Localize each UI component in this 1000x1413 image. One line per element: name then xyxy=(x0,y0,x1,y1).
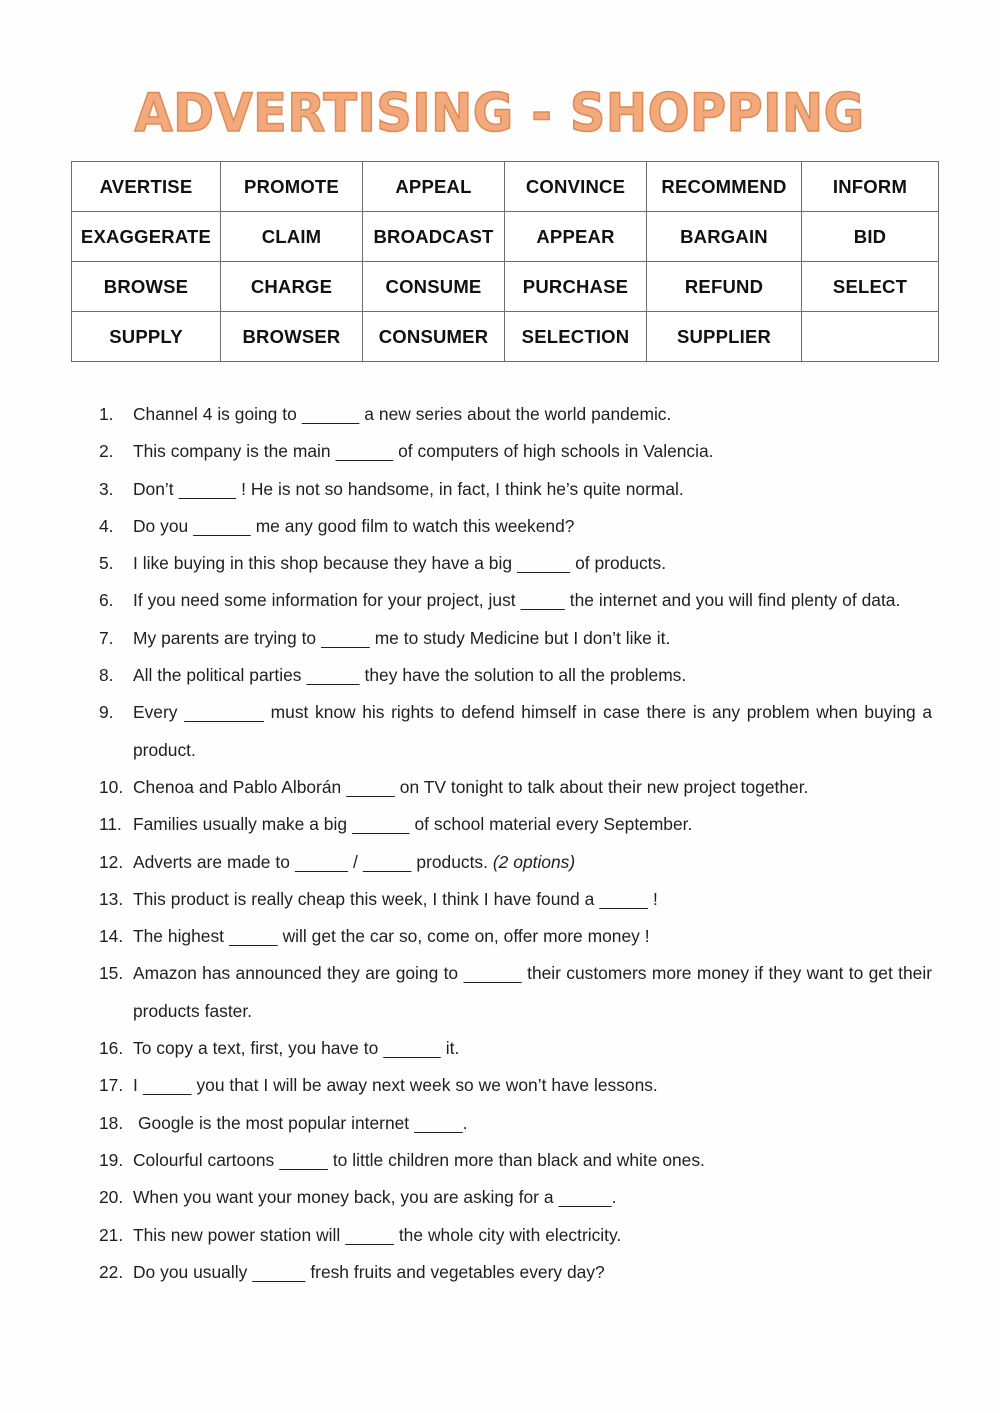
exercise-item xyxy=(99,881,932,918)
word-bank-cell: BROWSE xyxy=(72,262,221,312)
word-bank-cell: SUPPLIER xyxy=(647,312,802,362)
exercise-text: To copy a text, first, you have to it. xyxy=(133,1038,460,1059)
exercise-text: Families usually make a big of school material every September. xyxy=(133,814,693,835)
answer-blank[interactable] xyxy=(463,963,521,983)
exercise-text: Do you me any good film to watch this weekend? xyxy=(133,515,575,536)
answer-blank[interactable] xyxy=(414,1113,463,1133)
exercise-number: 11. xyxy=(99,814,122,835)
answer-blank[interactable] xyxy=(143,1075,192,1095)
exercise-text: Colourful cartoons to little children more than black and white ones. xyxy=(133,1149,705,1170)
answer-blank[interactable] xyxy=(306,665,359,685)
exercise-number: 14. xyxy=(99,926,124,947)
exercise-item xyxy=(99,955,937,1030)
exercise-number: 8. xyxy=(99,665,114,686)
exercise-number: 6. xyxy=(99,590,114,611)
exercise-text: I you that I will be away next week so we won’t have lessons. xyxy=(133,1075,658,1096)
answer-blank[interactable] xyxy=(184,702,264,722)
word-bank-cell: CONSUME xyxy=(363,262,505,312)
word-bank-cell: SELECTION xyxy=(505,312,647,362)
exercise-text: Chenoa and Pablo Alborán on TV tonight to talk about their new project together. xyxy=(133,776,809,797)
word-bank-cell: RECOMMEND xyxy=(647,162,802,212)
word-bank-cell: CHARGE xyxy=(221,262,363,312)
word-bank-cell: EXAGGERATE xyxy=(72,212,221,262)
exercise-number: 12. xyxy=(99,851,124,872)
exercise-item xyxy=(99,694,937,769)
answer-blank[interactable] xyxy=(517,553,570,573)
exercise-number: 7. xyxy=(99,627,114,648)
exercise-number: 1. xyxy=(99,404,114,424)
exercise-number: 2. xyxy=(99,441,114,462)
word-bank-table xyxy=(71,161,939,362)
exercise-number: 4. xyxy=(99,515,114,536)
exercise-number: 21. xyxy=(99,1224,124,1245)
answer-blank[interactable] xyxy=(321,628,370,648)
answer-blank[interactable] xyxy=(229,926,278,946)
exercise-item xyxy=(99,844,932,881)
exercise-item xyxy=(99,471,932,508)
answer-blank[interactable] xyxy=(599,889,648,909)
exercise-item xyxy=(99,396,932,433)
word-bank-row xyxy=(72,312,939,362)
exercise-item xyxy=(99,433,932,470)
exercise-text: This company is the main of computers of high schools in Valencia. xyxy=(133,441,714,462)
word-bank-row xyxy=(72,262,939,312)
word-bank-row xyxy=(72,212,939,262)
exercise-item xyxy=(99,1217,932,1254)
exercise-text: If you need some information for your project, just the internet and you will find plenty of data. xyxy=(133,590,901,611)
word-bank-row xyxy=(72,162,939,212)
answer-blank[interactable] xyxy=(252,1262,305,1282)
word-bank-cell: SUPPLY xyxy=(72,312,221,362)
exercise-item xyxy=(99,620,932,657)
exercise-item xyxy=(99,657,932,694)
answer-blank[interactable] xyxy=(179,479,237,499)
word-bank-cell: PURCHASE xyxy=(505,262,647,312)
exercise-text: Amazon has announced they are going to their customers more money if they want to get their products faster. xyxy=(133,963,937,1021)
exercise-text: When you want your money back, you are asking for a . xyxy=(133,1187,617,1208)
word-bank-cell: APPEAL xyxy=(363,162,505,212)
answer-blank[interactable] xyxy=(302,404,360,424)
answer-blank[interactable] xyxy=(521,590,565,610)
answer-blank[interactable] xyxy=(279,1150,328,1170)
answer-blank[interactable] xyxy=(383,1038,441,1058)
exercise-item xyxy=(99,1142,932,1179)
word-bank-cell: CONSUMER xyxy=(363,312,505,362)
exercise-item xyxy=(99,1030,932,1067)
exercise-item xyxy=(99,769,932,806)
answer-blank[interactable] xyxy=(363,852,412,872)
exercise-hint: (2 options) xyxy=(492,851,576,872)
exercise-text: My parents are trying to me to study Medicine but I don’t like it. xyxy=(133,627,671,648)
exercise-item xyxy=(99,806,932,843)
exercise-text: This new power station will the whole city with electricity. xyxy=(133,1224,622,1245)
word-bank-cell: PROMOTE xyxy=(221,162,363,212)
exercise-list xyxy=(99,396,937,1291)
answer-blank[interactable] xyxy=(295,852,348,872)
word-bank-cell: BROADCAST xyxy=(363,212,505,262)
exercise-item xyxy=(99,582,932,619)
exercise-item xyxy=(99,1254,932,1291)
exercise-text: Do you usually fresh fruits and vegetables every day? xyxy=(133,1261,605,1282)
word-bank-cell: SELECT xyxy=(802,262,939,312)
exercise-number: 22. xyxy=(99,1261,124,1282)
answer-blank[interactable] xyxy=(193,516,251,536)
exercise-item xyxy=(99,545,932,582)
word-bank-cell: BID xyxy=(802,212,939,262)
exercise-text: Adverts are made to / products. (2 options) xyxy=(133,851,576,872)
word-bank-cell: INFORM xyxy=(802,162,939,212)
exercise-text: All the political parties they have the solution to all the problems. xyxy=(133,665,687,686)
exercise-item xyxy=(99,1179,932,1216)
page-title: ADVERTISING - SHOPPING xyxy=(134,83,866,144)
word-bank-cell: CONVINCE xyxy=(505,162,647,212)
exercise-number: 19. xyxy=(99,1149,124,1170)
answer-blank[interactable] xyxy=(352,814,410,834)
exercise-text: Every must know his rights to defend himself in case there is any problem when buying a product. xyxy=(133,702,937,760)
exercise-text: Channel 4 is going to a new series about the world pandemic. xyxy=(133,404,672,424)
exercise-item xyxy=(99,1067,932,1104)
word-bank-cell-empty xyxy=(802,312,939,362)
answer-blank[interactable] xyxy=(346,777,395,797)
exercise-number: 16. xyxy=(99,1038,124,1059)
exercise-text: Don’t ! He is not so handsome, in fact, I think he’s quite normal. xyxy=(133,478,684,499)
exercise-number: 18. xyxy=(99,1112,124,1133)
word-bank-cell: REFUND xyxy=(647,262,802,312)
exercise-number: 9. xyxy=(99,702,114,723)
exercise-number: 5. xyxy=(99,553,114,574)
exercise-number: 15. xyxy=(99,963,124,984)
exercise-text: Google is the most popular internet . xyxy=(133,1112,468,1133)
answer-blank[interactable] xyxy=(345,1225,394,1245)
exercise-number: 10. xyxy=(99,776,124,797)
word-bank-cell: AVERTISE xyxy=(72,162,221,212)
exercise-number: 3. xyxy=(99,478,114,499)
exercise-text: This product is really cheap this week, I think I have found a ! xyxy=(133,888,658,909)
exercise-number: 13. xyxy=(99,888,124,909)
word-bank-cell: APPEAR xyxy=(505,212,647,262)
exercise-item xyxy=(99,918,932,955)
word-bank-body xyxy=(72,162,939,362)
word-bank-cell: BARGAIN xyxy=(647,212,802,262)
word-bank-cell: CLAIM xyxy=(221,212,363,262)
answer-blank[interactable] xyxy=(558,1187,611,1207)
exercise-number: 17. xyxy=(99,1075,124,1096)
page-title-container xyxy=(0,84,1000,144)
exercise-item xyxy=(99,1105,932,1142)
exercise-text: I like buying in this shop because they have a big of products. xyxy=(133,553,667,574)
exercise-number: 20. xyxy=(99,1187,124,1208)
word-bank-cell: BROWSER xyxy=(221,312,363,362)
exercise-item xyxy=(99,508,932,545)
answer-blank[interactable] xyxy=(336,441,394,461)
exercise-text: The highest will get the car so, come on, offer more money ! xyxy=(133,926,650,947)
